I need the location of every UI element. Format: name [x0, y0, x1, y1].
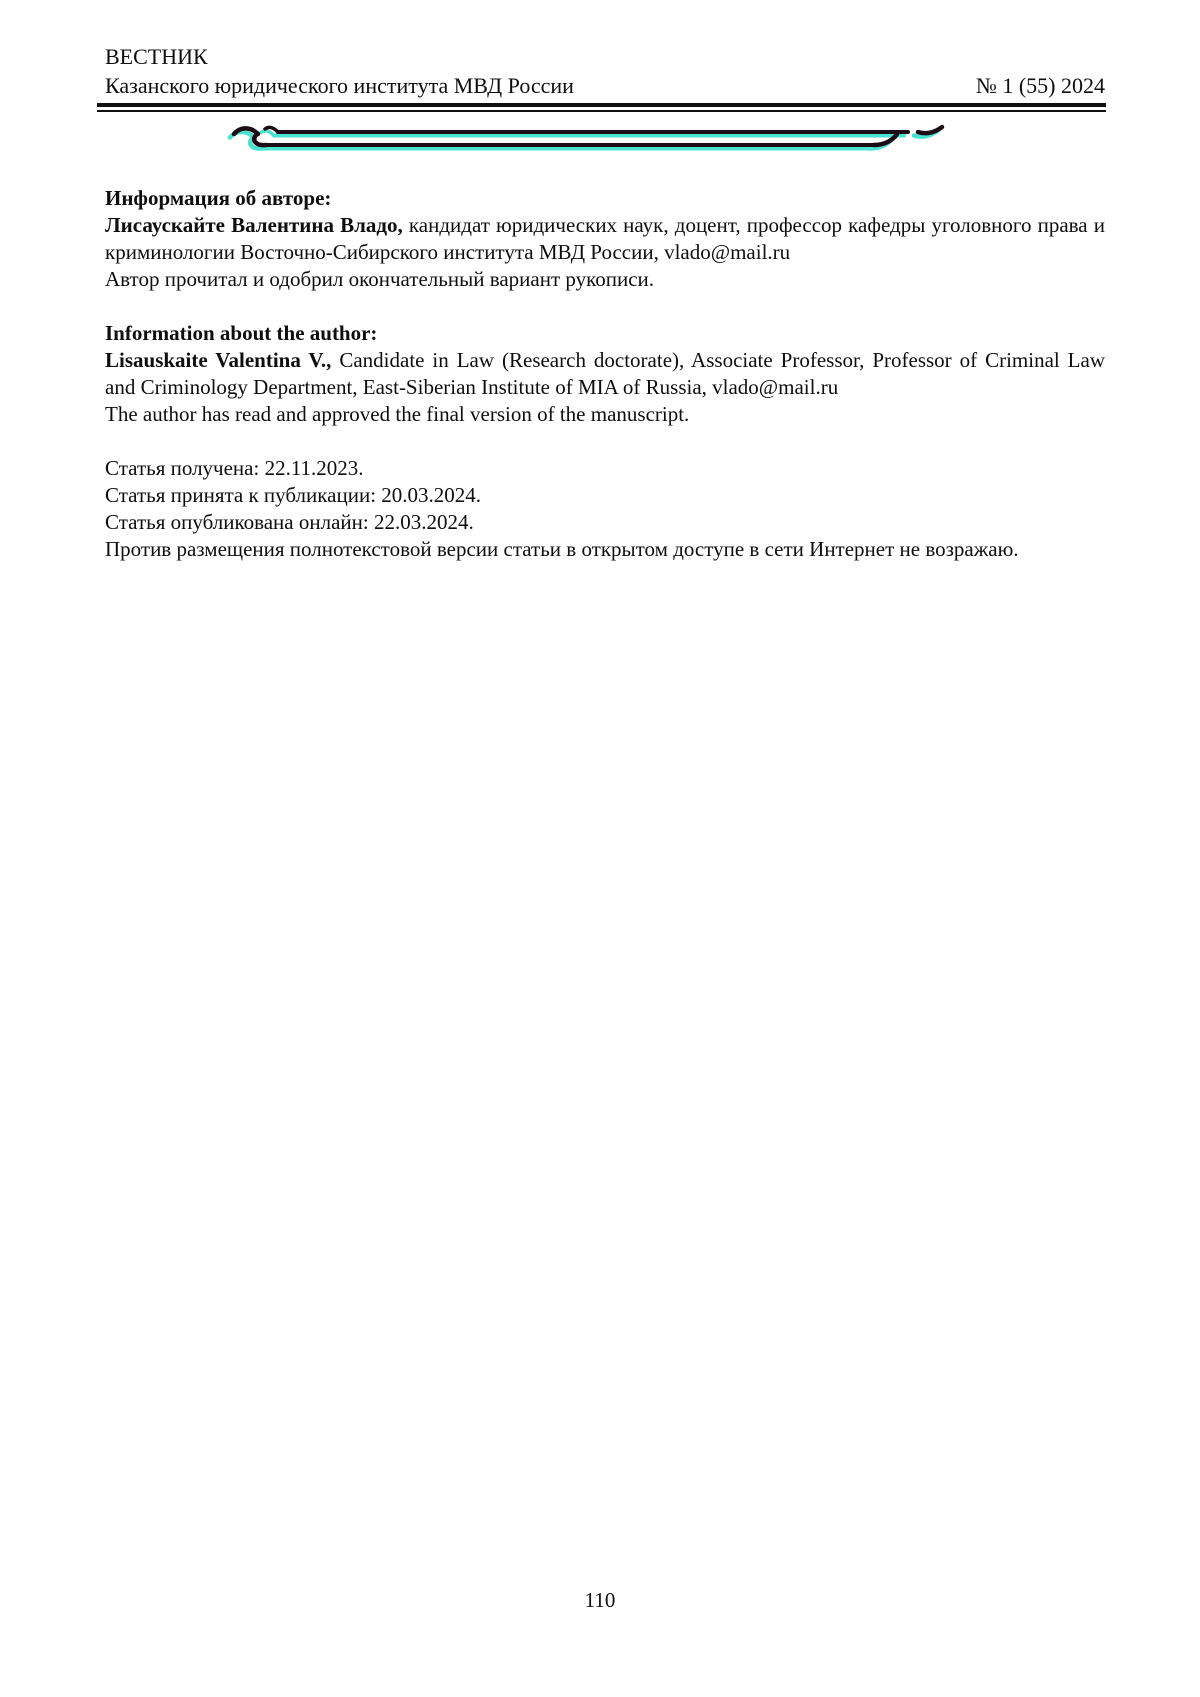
author-affiliation-ru: кандидат юридических наук, доцент, профессор кафедры уголовного права и криминологии Восточно-Сибирского института МВД России, vlado@mail.ru	[105, 213, 1105, 264]
author-info-en-heading	[105, 320, 1105, 347]
header-double-rule	[97, 103, 1106, 112]
author-info-ru-paragraph	[105, 212, 1105, 266]
author-name-en: Lisauskaite Valentina V.,	[105, 348, 332, 372]
author-info-en-heading-text: Information about the author:	[105, 321, 378, 345]
journal-title	[105, 42, 574, 100]
article-meta-content	[105, 185, 1105, 563]
date-received: Статья получена: 22.11.2023.	[105, 456, 364, 480]
swash-divider-icon	[226, 122, 956, 162]
author-info-ru-heading-text: Информация об авторе:	[105, 186, 332, 210]
date-accepted: Статья принята к публикации: 20.03.2024.	[105, 483, 482, 507]
author-note-en: The author has read and approved the final version of the manuscript.	[105, 402, 690, 426]
journal-title-line2: Казанского юридического института МВД России	[105, 73, 574, 98]
author-note-ru: Автор прочитал и одобрил окончательный вариант рукописи.	[105, 267, 655, 291]
journal-title-line1: ВЕСТНИК	[105, 44, 208, 69]
author-info-en-paragraph	[105, 347, 1105, 401]
author-name-ru: Лисаускайте Валентина Владо,	[105, 213, 403, 237]
page-number: 110	[584, 1588, 616, 1612]
swash-divider-ornament	[226, 122, 956, 167]
page-header	[105, 42, 1105, 100]
open-access-note: Против размещения полнотекстовой версии статьи в открытом доступе в сети Интернет не возражаю.	[105, 537, 1019, 561]
issue-number: № 1 (55) 2024	[975, 73, 1105, 98]
author-affiliation-en: Candidate in Law (Research doctorate), Associate Professor, Professor of Criminal Law and Criminology Department, East-Siberian Institute of MIA of Russia, vlado@mail.ru	[105, 348, 1105, 399]
author-info-ru-heading	[105, 185, 1105, 212]
date-published: Статья опубликована онлайн: 22.03.2024.	[105, 510, 474, 534]
